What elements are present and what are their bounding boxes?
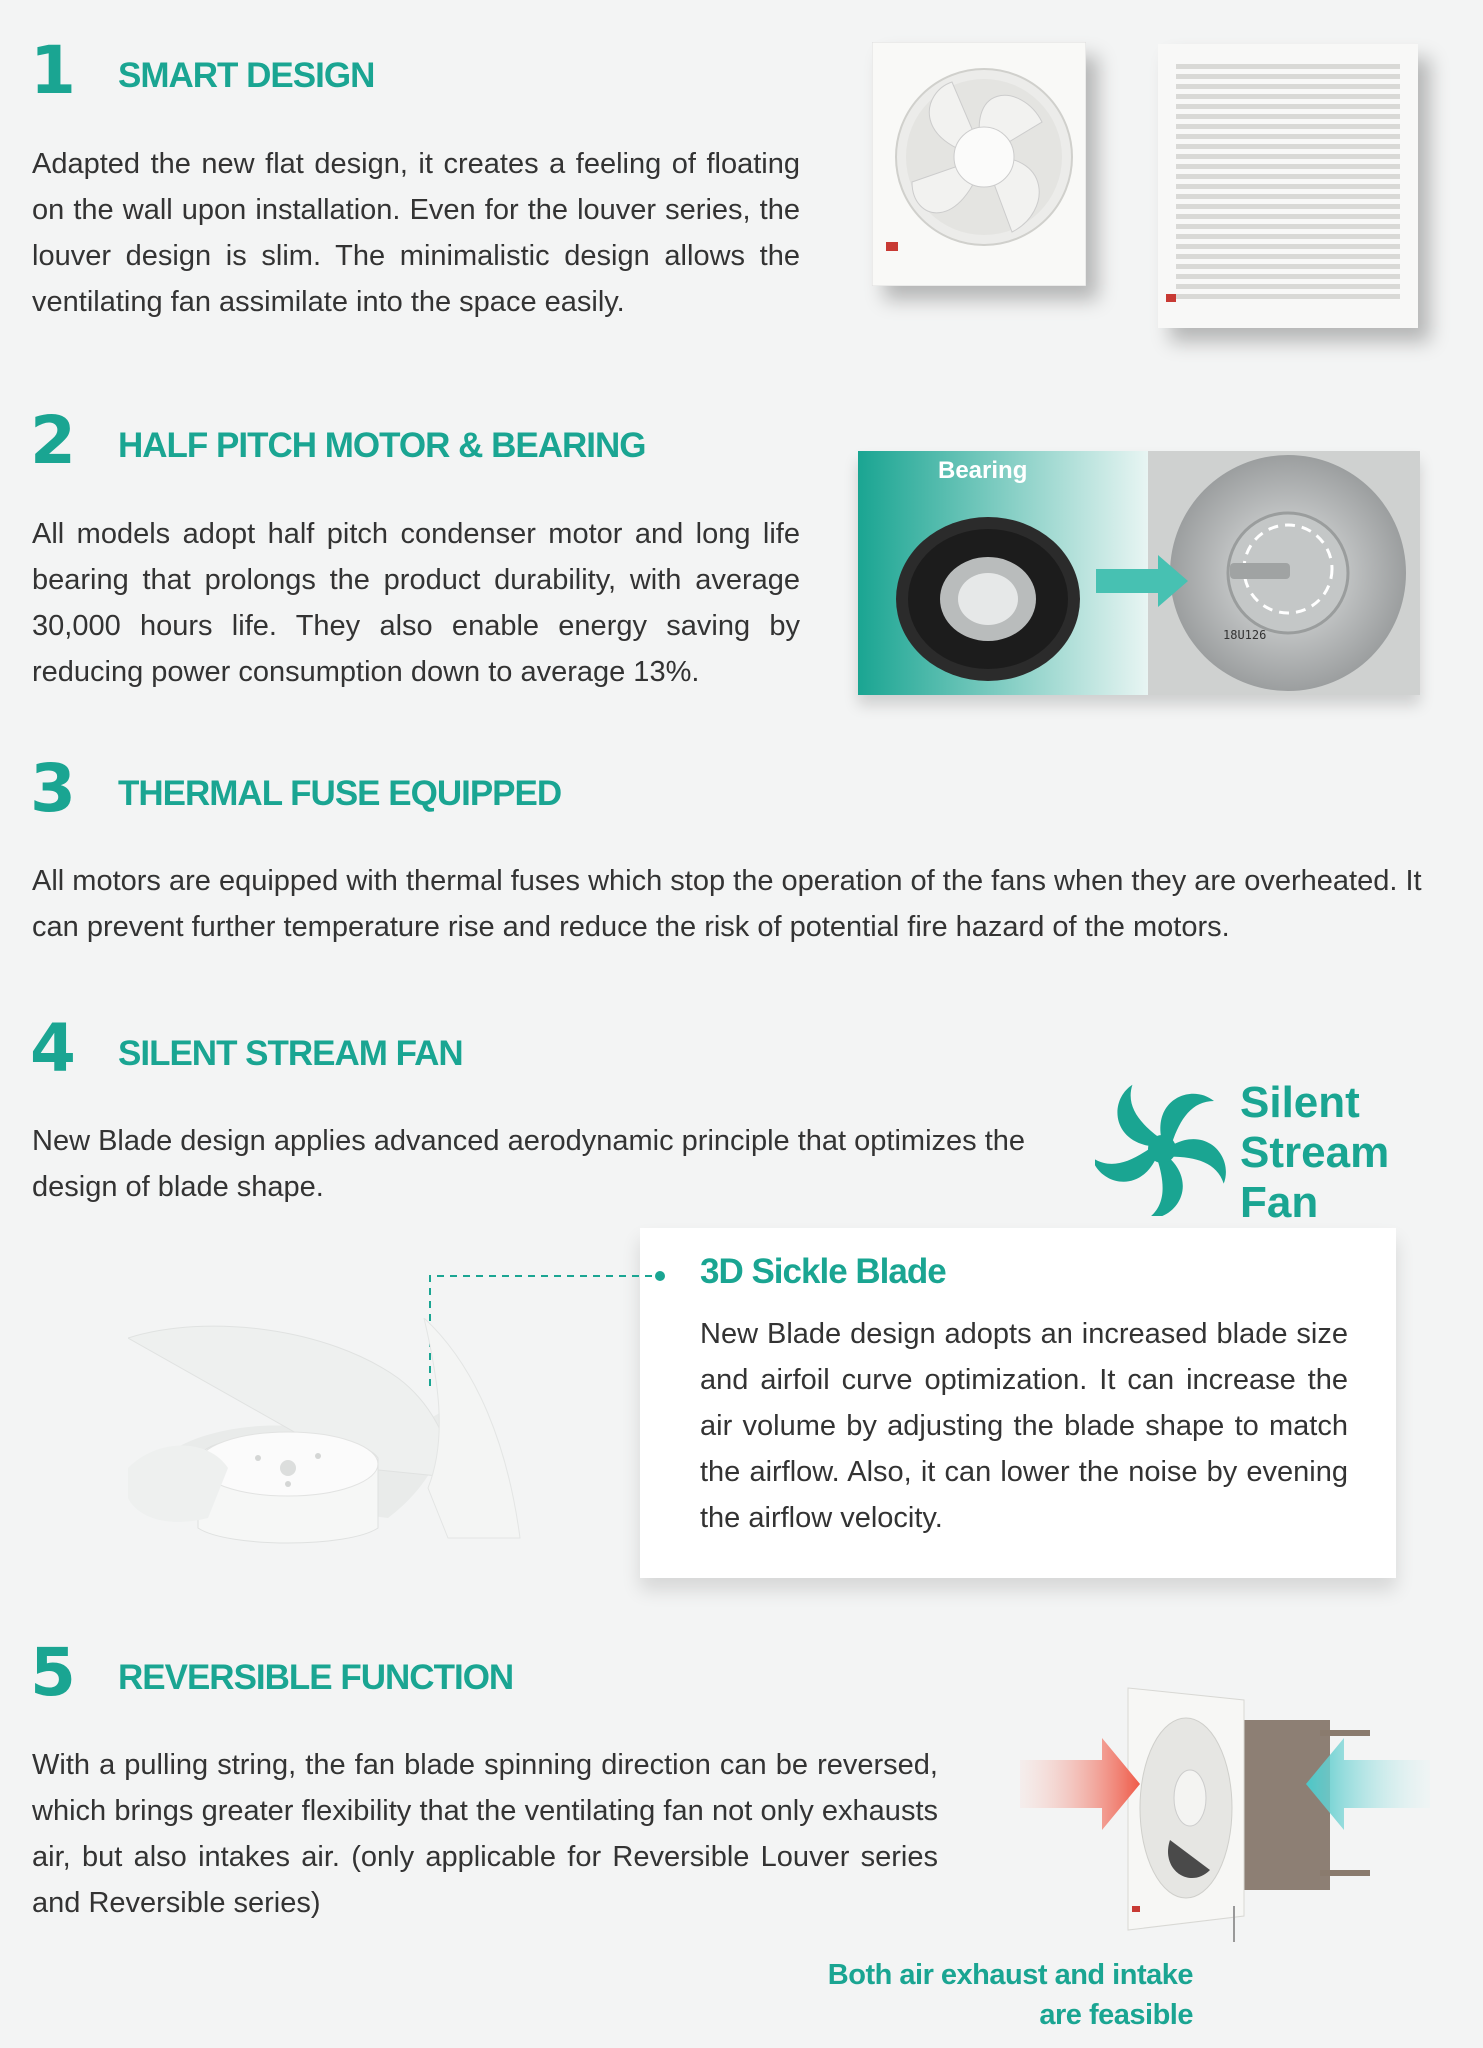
bearing-motor-image [858, 451, 1420, 695]
louver-slats [1176, 64, 1400, 306]
section-number-4: 4 [30, 1010, 76, 1087]
sickle-blade-image [128, 1318, 528, 1548]
section-text-thermal-fuse: All motors are equipped with thermal fuses which stop the operation of the fans when they are overheated. It can prevent further temperature rise and reduce the risk of potential fire hazard of the motors. [32, 865, 1422, 943]
section-number-5: 5 [30, 1634, 76, 1711]
ssf-line-1: Silent [1240, 1078, 1360, 1127]
flat-fan-image [872, 42, 1086, 286]
section-number-2: 2 [30, 402, 76, 479]
ssf-line-2: Stream [1240, 1128, 1390, 1177]
section-number-1: 1 [30, 32, 76, 109]
ssf-line-3: Fan [1240, 1178, 1319, 1227]
section-title-silent-stream: SILENT STREAM FAN [118, 1034, 463, 1073]
louver-fan-image [1158, 44, 1418, 328]
brand-badge [1166, 294, 1176, 302]
motor-code: 18U126 [1223, 628, 1267, 642]
sickle-blade-text: New Blade design adopts an increased blade size and airfoil curve optimization. It can increase the air volume by adjusting the blade shape to match the airflow. Also, it can lower the noise by evening the airflow velocity. [700, 1318, 1348, 1534]
sickle-blade-title: 3D Sickle Blade [700, 1252, 946, 1291]
section-title-reversible: REVERSIBLE FUNCTION [118, 1658, 514, 1697]
bearing-motor-drawing [858, 451, 1420, 695]
section-text-reversible: With a pulling string, the fan blade spinning direction can be reversed, which brings greater flexibility that the ventilating fan not only exhausts air, but also intakes air. (only applicable for Reversible Louver series and Reversible series) [32, 1749, 938, 1919]
feasible-line-1: Both air exhaust and intake [827, 1959, 1193, 1991]
section-text-motor-bearing: All models adopt half pitch condenser motor and long life bearing that prolongs the product durability, with average 30,000 hours life. They also enable energy saving by reducing power consumption down to average 13%. [32, 518, 800, 688]
section-text-silent-stream: New Blade design applies advanced aerodynamic principle that optimizes the design of blade shape. [32, 1125, 1026, 1203]
feasible-line-2: are feasible [1039, 1999, 1193, 2031]
section-number-3: 3 [30, 750, 76, 827]
section-title-smart-design: SMART DESIGN [118, 56, 375, 95]
flat-fan-drawing [872, 42, 1086, 286]
silent-stream-fan-logo-text [1240, 1078, 1389, 1228]
section-title-thermal-fuse: THERMAL FUSE EQUIPPED [118, 774, 562, 813]
reversible-fan-image [1020, 1680, 1430, 1942]
both-air-feasible-caption [828, 1955, 1193, 2035]
section-title-motor-bearing: HALF PITCH MOTOR & BEARING [118, 426, 646, 465]
section-text-smart-design: Adapted the new flat design, it creates a feeling of floating on the wall upon installation. Even for the louver series, the louver design is slim. The minimalistic design allows the ventilating fan assimilate into the space easily. [32, 148, 800, 318]
silent-stream-fan-icon [1095, 1082, 1229, 1216]
bearing-label: Bearing [938, 457, 1028, 484]
